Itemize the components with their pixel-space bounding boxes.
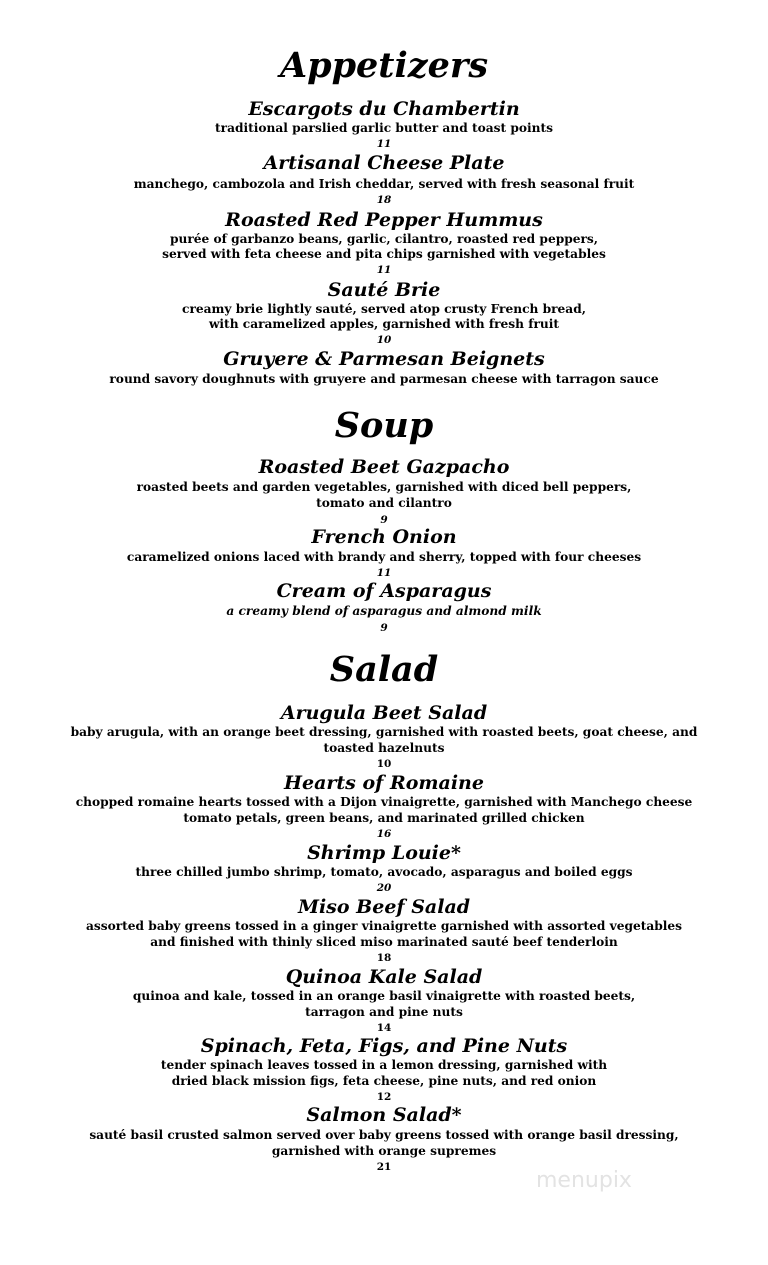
item-name: Sauté Brie	[327, 279, 441, 301]
item-desc: purée of garbanzo beans, garlic, cilantro, roasted red peppers,	[169, 232, 599, 246]
item-price: 11	[376, 567, 392, 579]
item-price: 21	[376, 1161, 392, 1173]
item-name: Cream of Asparagus	[276, 580, 492, 602]
section-title-soup: Soup	[334, 405, 434, 446]
item-desc: baby arugula, with an orange beet dressing, garnished with roasted beets, goat cheese, and	[70, 725, 698, 739]
item-price: 14	[376, 1022, 392, 1034]
item-name: Escargots du Chambertin	[248, 98, 520, 120]
item-price: 9	[380, 622, 388, 634]
item-desc: and finished with thinly sliced miso marinated sauté beef tenderloin	[150, 935, 618, 949]
item-desc: roasted beets and garden vegetables, garnished with diced bell peppers,	[136, 480, 632, 494]
item-desc: dried black mission figs, feta cheese, pine nuts, and red onion	[171, 1074, 597, 1088]
item-name: Roasted Red Pepper Hummus	[225, 209, 543, 231]
item-desc: traditional parslied garlic butter and toast points	[215, 121, 553, 135]
item-price: 10	[376, 758, 392, 770]
item-name: Shrimp Louie*	[307, 842, 461, 864]
item-name: Artisanal Cheese Plate	[263, 152, 505, 174]
item-name: Roasted Beet Gazpacho	[258, 456, 510, 478]
item-desc: tender spinach leaves tossed in a lemon dressing, garnished with	[160, 1058, 608, 1072]
item-desc: toasted hazelnuts	[323, 741, 445, 755]
item-name: Spinach, Feta, Figs, and Pine Nuts	[200, 1035, 568, 1057]
item-price: 20	[376, 882, 392, 894]
item-desc: caramelized onions laced with brandy and sherry, topped with four cheeses	[126, 550, 642, 564]
section-title-appetizers: Appetizers	[279, 45, 489, 86]
item-name: French Onion	[311, 526, 457, 548]
item-desc: sauté basil crusted salmon served over baby greens tossed with orange basil dressing,	[89, 1128, 679, 1142]
item-desc: quinoa and kale, tossed in an orange basil vinaigrette with roasted beets,	[132, 989, 636, 1003]
item-price: 9	[380, 514, 388, 526]
item-price: 11	[376, 264, 392, 276]
item-price: 10	[376, 334, 392, 346]
item-desc: round savory doughnuts with gruyere and parmesan cheese with tarragon sauce	[109, 372, 659, 386]
item-desc: with caramelized apples, garnished with fresh fruit	[208, 317, 560, 331]
item-price: 11	[376, 138, 392, 150]
item-price: 12	[376, 1091, 392, 1103]
item-desc: manchego, cambozola and Irish cheddar, served with fresh seasonal fruit	[133, 177, 635, 191]
item-desc: tarragon and pine nuts	[305, 1005, 463, 1019]
item-desc: a creamy blend of asparagus and almond milk	[226, 604, 542, 618]
item-name: Gruyere & Parmesan Beignets	[223, 348, 545, 370]
item-name: Quinoa Kale Salad	[285, 966, 483, 988]
item-name: Salmon Salad*	[306, 1104, 462, 1126]
item-name: Miso Beef Salad	[297, 896, 471, 918]
item-price: 18	[376, 194, 392, 206]
watermark-logo: menupix	[536, 1168, 632, 1193]
section-title-salad: Salad	[329, 649, 439, 690]
item-desc: served with feta cheese and pita chips garnished with vegetables	[162, 247, 606, 261]
item-desc: tomato petals, green beans, and marinated grilled chicken	[183, 811, 585, 825]
item-name: Hearts of Romaine	[284, 772, 484, 794]
item-desc: creamy brie lightly sauté, served atop crusty French bread,	[182, 302, 586, 316]
item-desc: assorted baby greens tossed in a ginger vinaigrette garnished with assorted vegetables	[85, 919, 683, 933]
item-desc: three chilled jumbo shrimp, tomato, avocado, asparagus and boiled eggs	[135, 865, 633, 879]
item-name: Arugula Beet Salad	[280, 702, 488, 724]
item-price: 16	[376, 828, 392, 840]
item-desc: tomato and cilantro	[316, 496, 452, 510]
item-desc: chopped romaine hearts tossed with a Dijon vinaigrette, garnished with Manchego cheese	[75, 795, 693, 809]
item-price: 18	[376, 952, 392, 964]
item-desc: garnished with orange supremes	[271, 1144, 497, 1158]
